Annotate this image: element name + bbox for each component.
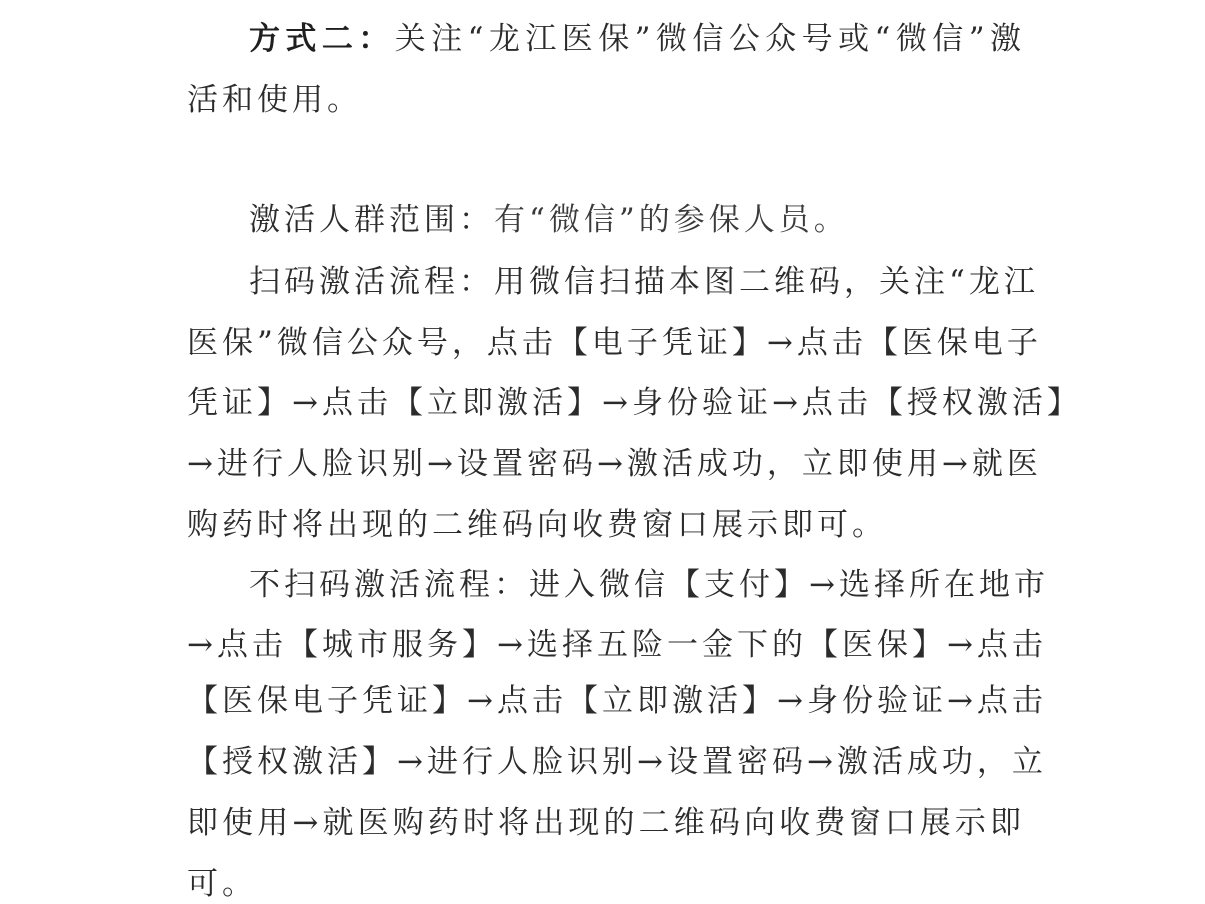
no-scan-flow-line4: 【授权激活】→进行人脸识别→设置密码→激活成功，立 xyxy=(187,744,1047,780)
method-two-label: 方式二： xyxy=(249,21,395,57)
no-scan-flow-label: 不扫码激活流程： xyxy=(249,567,529,603)
scan-flow-line3: 凭证】→点击【立即激活】→身份验证→点击【授权激活】 xyxy=(187,385,1082,421)
method-two-text: 关注“龙江医保”微信公众号或“微信”激 xyxy=(394,21,1025,57)
no-scan-flow-line3: 【医保电子凭证】→点击【立即激活】→身份验证→点击 xyxy=(187,683,1047,719)
activation-scope-label: 激活人群范围： xyxy=(249,202,494,238)
scan-flow-line1 xyxy=(249,262,1039,302)
scan-flow-line5: 购药时将出现的二维码向收费窗口展示即可。 xyxy=(187,507,887,543)
scan-flow-line4: →进行人脸识别→设置密码→激活成功，立即使用→就医 xyxy=(187,446,1042,482)
scan-flow-line2: 医保”微信公众号，点击【电子凭证】→点击【医保电子 xyxy=(187,325,1042,361)
scan-flow-line1-text: 用微信扫描本图二维码，关注“龙江 xyxy=(494,264,1039,300)
activation-scope-text: 有“微信”的参保人员。 xyxy=(494,202,849,238)
no-scan-flow-line1-text: 进入微信【支付】→选择所在地市 xyxy=(529,567,1049,603)
no-scan-flow-line6: 可。 xyxy=(187,866,257,902)
activation-scope-paragraph xyxy=(249,200,849,240)
method-two-heading-line2: 活和使用。 xyxy=(187,82,362,118)
no-scan-flow-line5: 即使用→就医购药时将出现的二维码向收费窗口展示即 xyxy=(187,805,1025,841)
scan-flow-label: 扫码激活流程： xyxy=(249,264,494,300)
method-two-heading-line1 xyxy=(249,19,1025,59)
no-scan-flow-line1 xyxy=(249,565,1049,605)
no-scan-flow-line2: →点击【城市服务】→选择五险一金下的【医保】→点击 xyxy=(187,627,1047,663)
